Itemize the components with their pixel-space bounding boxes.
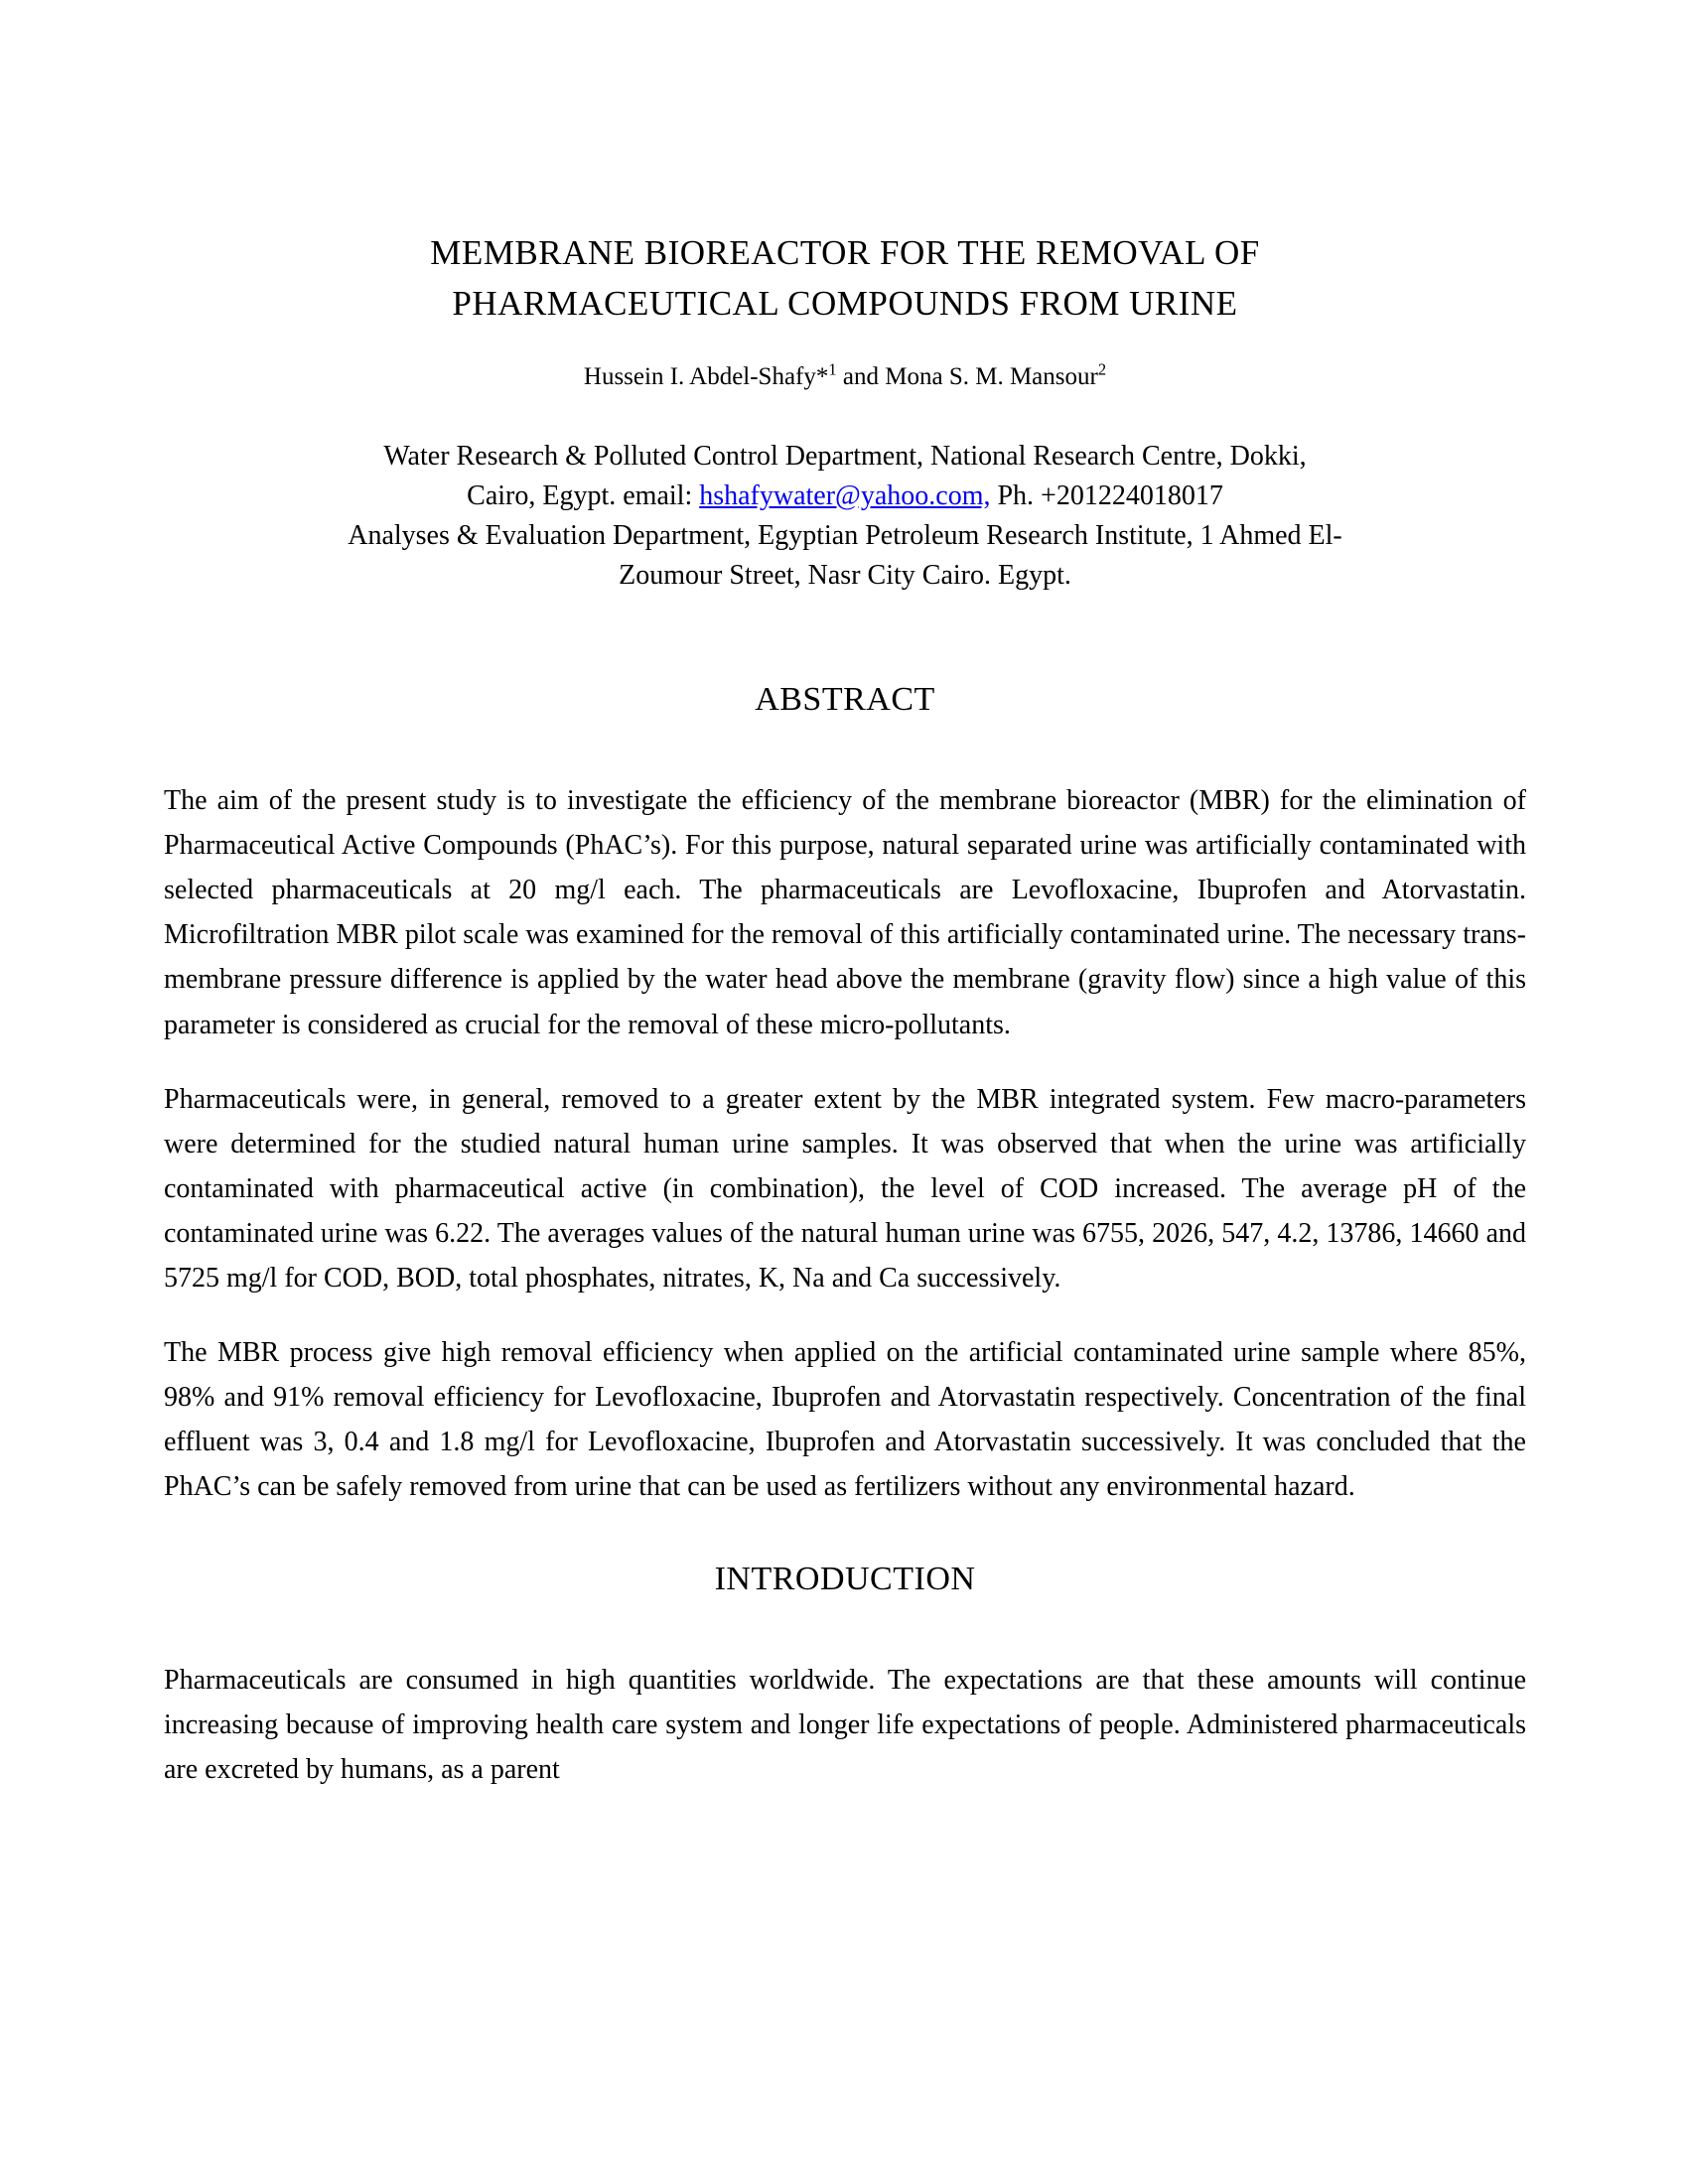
authors-line — [164, 361, 1526, 394]
affiliation-line-2-prefix: Cairo, Egypt. email: — [467, 480, 700, 512]
affiliation-line-3: Analyses & Evaluation Department, Egyptian Petroleum Research Institute, 1 Ahmed El- — [348, 520, 1342, 552]
author-1-name: Hussein I. Abdel-Shafy* — [583, 362, 829, 390]
author-1-affiliation-marker: 1 — [828, 359, 837, 379]
introduction-paragraph-1: Pharmaceuticals are consumed in high quantities worldwide. The expectations are that these amounts will continue increasing because of improving health care system and longer life expectations of people. Administered pharmaceuticals are excreted by humans, as a parent — [164, 1665, 1526, 1786]
authors-separator: and — [836, 362, 886, 390]
affiliation-line-2 — [164, 477, 1526, 516]
abstract-paragraph-1: The aim of the present study is to investigate the efficiency of the membrane bioreactor (MBR) for the elimination of Pharmaceutical Active Compounds (PhAC’s). For this purpose, natural separated urine was artificially contaminated with selected pharmaceuticals at 20 mg/l each. The pharmaceuticals are Levofloxacine, Ibuprofen and Atorvastatin. Microfiltration MBR pilot scale was examined for the removal of this artificially contaminated urine. The necessary trans-membrane pressure difference is applied by the water head above the membrane (gravity flow) since a high value of this parameter is considered as crucial for the removal of these micro-pollutants. — [164, 785, 1526, 1040]
introduction-heading: INTRODUCTION — [714, 1561, 976, 1598]
abstract-paragraph-3: The MBR process give high removal efficiency when applied on the artificial contaminated urine sample where 85%, 98% and 91% removal efficiency for Levofloxacine, Ibuprofen and Atorvastatin respectively. Concentration of the final effluent was 3, 0.4 and 1.8 mg/l for Levofloxacine, Ibuprofen and Atorvastatin successively. It was concluded that the PhAC’s can be safely removed from urine that can be used as fertilizers without any environmental hazard. — [164, 1336, 1526, 1503]
abstract-paragraph-2: Pharmaceuticals were, in general, removed to a greater extent by the MBR integrated system. Few macro-parameters were determined for the studied natural human urine samples. It was observed that when the urine was artificially contaminated with pharmaceutical active (in combination), the level of COD increased. The average pH of the contaminated urine was 6.22. The averages values of the natural human urine was 6755, 2026, 547, 4.2, 13786, 14660 and 5725 mg/l for COD, BOD, total phosphates, nitrates, K, Na and Ca successively. — [164, 1083, 1526, 1294]
affiliation-line-4: Zoumour Street, Nasr City Cairo. Egypt. — [619, 560, 1071, 592]
affiliation-line-2-suffix: Ph. +201224018017 — [990, 480, 1223, 512]
author-2-affiliation-marker: 2 — [1097, 359, 1107, 379]
author-2-name: Mona S. M. Mansour — [885, 362, 1098, 390]
affiliation-block — [164, 437, 1526, 596]
paper-title-line1: MEMBRANE BIOREACTOR FOR THE REMOVAL OF — [430, 233, 1260, 272]
abstract-heading: ABSTRACT — [755, 681, 935, 719]
paper-title — [164, 228, 1526, 330]
paper-title-line2: PHARMACEUTICAL COMPOUNDS FROM URINE — [452, 283, 1238, 323]
email-link[interactable]: hshafywater@yahoo.com, — [699, 480, 991, 512]
affiliation-line-1: Water Research & Polluted Control Department, National Research Centre, Dokki, — [383, 441, 1307, 472]
